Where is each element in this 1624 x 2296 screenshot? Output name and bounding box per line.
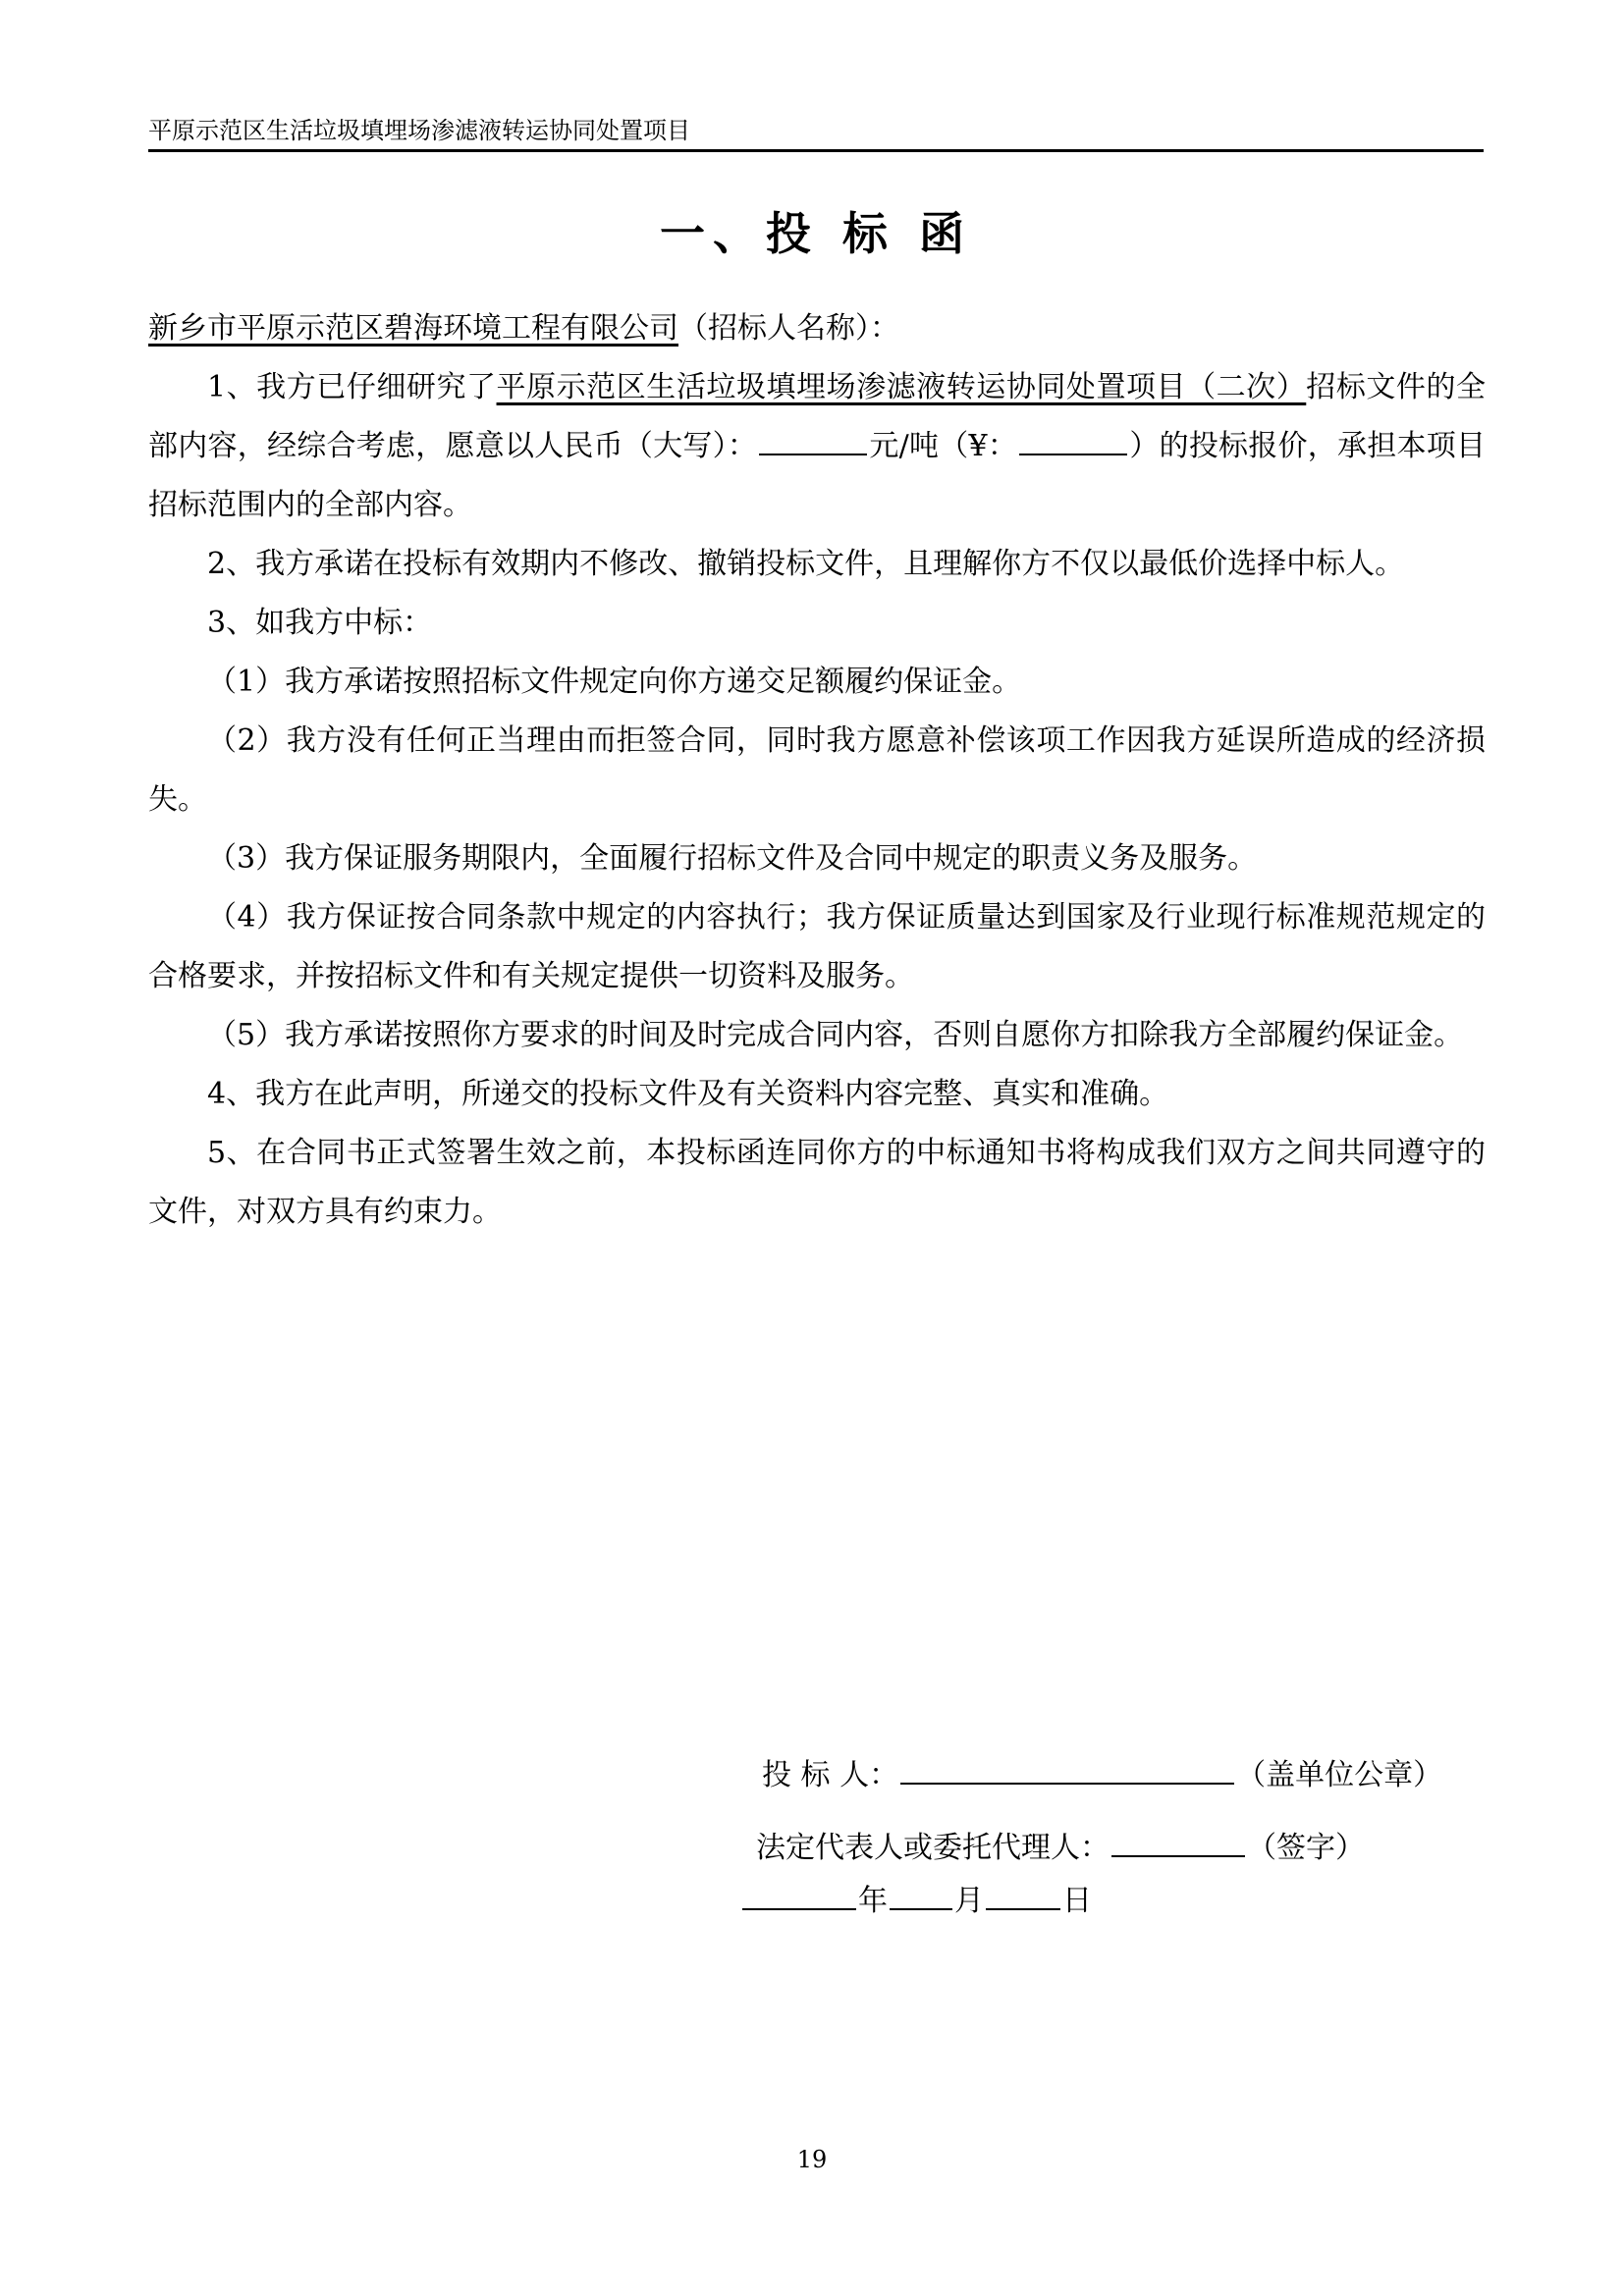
letter-body: [148, 299, 1486, 1242]
paragraph-5: 5、在合同书正式签署生效之前，本投标函连同你方的中标通知书将构成我们双方之间共同遵守的文件，对双方具有约束力。: [148, 1136, 1486, 1229]
para1-text-b: 招标文件的全部内容，经综合考虑，愿意以人民币（大写）：: [148, 370, 1487, 463]
paragraph-1: [148, 358, 1486, 535]
page-title: 一、投 标 函: [659, 207, 973, 260]
representative-blank[interactable]: [1111, 1828, 1245, 1857]
para1-lead: 1、我方已仔细研究了: [207, 370, 497, 404]
para1-text-c: 元/吨（¥：: [869, 429, 1018, 463]
day-label: 日: [1062, 1884, 1092, 1918]
salutation-suffix: （招标人名称）：: [678, 311, 899, 346]
representative-signature-line: [756, 1828, 1365, 1868]
representative-label: 法定代表人或委托代理人：: [756, 1831, 1110, 1865]
month-blank[interactable]: [890, 1881, 952, 1910]
paragraph-3: 3、如我方中标：: [207, 606, 433, 640]
page-number: 19: [796, 2146, 828, 2173]
item-3: （3）我方保证服务期限内，全面履行招标文件及合同中规定的职责义务及服务。: [207, 841, 1258, 876]
item-5: （5）我方承诺按照你方要求的时间及时完成合同内容，否则自愿你方扣除我方全部履约保证金。: [207, 1018, 1464, 1052]
paragraph-2: 2、我方承诺在投标有效期内不修改、撤销投标文件，且理解你方不仅以最低价选择中标人。: [207, 547, 1405, 581]
item-1: （1）我方承诺按照招标文件规定向你方递交足额履约保证金。: [207, 665, 1022, 699]
bidder-label: 投 标 人：: [762, 1758, 899, 1792]
salutation: [148, 299, 1486, 358]
item-4: （4）我方保证按合同条款中规定的内容执行；我方保证质量达到国家及行业现行标准规范规定的合格要求，并按招标文件和有关规定提供一切资料及服务。: [148, 900, 1486, 993]
bidder-note: （盖单位公章）: [1236, 1758, 1443, 1792]
month-label: 月: [954, 1884, 984, 1918]
tenderer-name: 新乡市平原示范区碧海环境工程有限公司: [148, 311, 678, 346]
year-blank[interactable]: [742, 1881, 856, 1910]
bidder-signature-line: [762, 1755, 1442, 1795]
representative-note: （签字）: [1247, 1831, 1365, 1865]
para1-text-d: ）的投标报价，承担本项目招标范围内的全部内容。: [148, 429, 1487, 522]
running-header: [148, 116, 1484, 152]
bidder-blank[interactable]: [900, 1755, 1234, 1785]
year-label: 年: [858, 1884, 888, 1918]
date-line: [740, 1881, 1092, 1921]
price-number-blank[interactable]: [1019, 426, 1127, 455]
header-text: 平原示范区生活垃圾填埋场渗滤液转运协同处置项目: [148, 117, 690, 144]
paragraph-4: 4、我方在此声明，所递交的投标文件及有关资料内容完整、真实和准确。: [207, 1077, 1169, 1111]
item-2: （2）我方没有任何正当理由而拒签合同，同时我方愿意补偿该项工作因我方延误所造成的经济损失。: [148, 723, 1486, 817]
price-words-blank[interactable]: [759, 426, 867, 455]
day-blank[interactable]: [986, 1881, 1060, 1910]
project-name: 平原示范区生活垃圾填埋场渗滤液转运协同处置项目（二次）: [496, 370, 1307, 404]
